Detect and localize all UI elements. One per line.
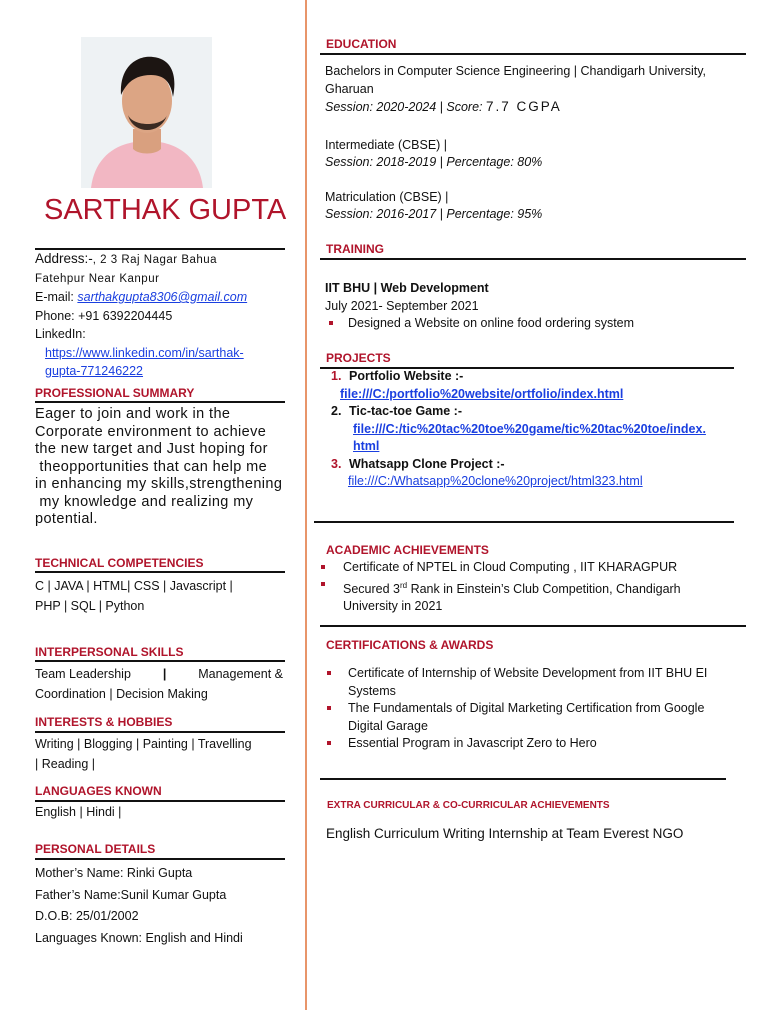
project-link[interactable]: file:///C:/tic%20tac%20toe%20game/tic%20tac%20toe/index.	[353, 421, 706, 436]
summary-line: Corporate environment to achieve	[35, 423, 267, 440]
project-link[interactable]: file:///C:/portfolio%20website/ortfolio/index.html	[340, 386, 624, 401]
technical-line-1: C | JAVA | HTML| CSS | Javascript |	[35, 579, 233, 593]
divider	[35, 731, 285, 733]
candidate-name: SARTHAK GUPTA	[44, 194, 287, 226]
bachelors-line-1: Bachelors in Computer Science Engineering | Chandigarh University,	[325, 64, 706, 78]
academic-item-2a: Secured 3	[343, 581, 400, 596]
personal-heading: PERSONAL DETAILS	[35, 842, 156, 856]
divider	[320, 778, 726, 780]
certifications-list	[348, 665, 748, 753]
summary-line: the new target and Just hoping for	[35, 441, 268, 457]
project-number: 1.	[331, 369, 342, 383]
project-title: Tic-tac-toe Game :-	[349, 404, 462, 418]
cert-item-2b: Digital Garage	[348, 718, 428, 733]
dob: D.O.B: 25/01/2002	[35, 909, 139, 923]
divider	[35, 660, 285, 662]
academic-item-2b: Rank in Einstein’s Club Competition, Chandigarh	[407, 581, 681, 596]
interests-heading: INTERESTS & HOBBIES	[35, 715, 173, 729]
matriculation-line: Matriculation (CBSE) |	[325, 189, 449, 204]
phone: Phone: +91 6392204445	[35, 308, 173, 323]
summary-text	[35, 406, 305, 529]
summary-heading: PROFESSIONAL SUMMARY	[35, 386, 195, 400]
cert-item-3: Essential Program in Javascript Zero to Hero	[348, 736, 597, 750]
divider	[320, 258, 746, 260]
technical-list	[35, 576, 233, 616]
cert-item-2a: The Fundamentals of Digital Marketing Certification from Google	[348, 701, 705, 715]
languages-line: English | Hindi |	[35, 805, 122, 819]
divider	[35, 800, 285, 802]
technical-heading: TECHNICAL COMPETENCIES	[35, 556, 204, 570]
summary-line: my knowledge and realizing my	[35, 493, 254, 510]
training-dates: July 2021- September 2021	[325, 298, 479, 313]
bachelors-score: 7.7 CGPA	[486, 99, 562, 114]
email-link[interactable]: sarthakgupta8306@gmail.com	[77, 290, 248, 304]
projects-list	[331, 368, 741, 491]
address-label: Address:-	[35, 251, 93, 266]
bullet-icon	[329, 321, 333, 325]
academic-item-2-sup: rd	[399, 580, 408, 590]
interests-list	[35, 735, 252, 774]
summary-line: theopportunities that can help me	[35, 458, 268, 475]
divider	[35, 401, 285, 403]
intermediate-line: Intermediate (CBSE) |	[325, 137, 448, 152]
personal-details	[35, 863, 243, 949]
bullet-icon	[327, 741, 331, 745]
cert-item-1a: Certificate of Internship of Website Development from IIT BHU EI	[348, 666, 708, 680]
academic-heading: ACADEMIC ACHIEVEMENTS	[326, 543, 489, 557]
projects-heading: PROJECTS	[326, 351, 391, 365]
academic-list	[343, 559, 743, 616]
training-bullet: Designed a Website on online food ordering system	[348, 316, 635, 330]
bullet-icon	[321, 582, 325, 586]
linkedin-link-line-1[interactable]: https://www.linkedin.com/in/sarthak-	[45, 345, 244, 360]
bullet-icon	[327, 671, 331, 675]
extra-line: English Curriculum Writing Internship at Team Everest NGO	[326, 826, 684, 841]
summary-line: Eager to join and work in the	[35, 406, 231, 422]
interpersonal-heading: INTERPERSONAL SKILLS	[35, 645, 184, 659]
bachelors-session: Session: 2020-2024 | Score:	[325, 100, 483, 114]
interests-line-2: | Reading |	[35, 756, 96, 771]
bachelors-line-2: Gharuan	[325, 81, 374, 96]
column-divider	[305, 0, 307, 1010]
linkedin-link-line-2[interactable]: gupta-771246222	[45, 364, 144, 378]
project-number: 3.	[331, 456, 342, 471]
address-line-2: Fatehpur Near Kanpur	[35, 272, 160, 285]
divider	[320, 625, 746, 627]
languages-heading: LANGUAGES KNOWN	[35, 784, 162, 798]
certifications-heading: CERTIFICATIONS & AWARDS	[326, 638, 494, 652]
project-title: Whatsapp Clone Project :-	[349, 456, 505, 471]
project-number: 2.	[331, 404, 342, 418]
father-name: Father’s Name:Sunil Kumar Gupta	[35, 887, 227, 902]
training-block	[325, 280, 745, 333]
bullet-icon	[321, 565, 325, 569]
mother-name: Mother’s Name: Rinki Gupta	[35, 866, 193, 880]
address-line-1: , 2 3 Raj Nagar Bahua	[92, 254, 218, 266]
summary-line: potential.	[35, 511, 98, 527]
project-title: Portfolio Website :-	[349, 369, 464, 383]
training-heading: TRAINING	[326, 242, 384, 256]
summary-line: in enhancing my skills,strengthening	[35, 476, 283, 492]
extra-heading: EXTRA CURRICULAR & CO-CURRICULAR ACHIEVEMENTS	[327, 800, 610, 811]
divider	[35, 571, 285, 573]
academic-item-2c: University in 2021	[343, 599, 443, 614]
education-list	[325, 63, 745, 224]
languages-known: Languages Known: English and Hindi	[35, 930, 243, 945]
divider	[320, 53, 746, 55]
education-heading: EDUCATION	[326, 37, 397, 51]
divider	[35, 858, 285, 860]
interests-line-1: Writing | Blogging | Painting | Travelling	[35, 737, 252, 751]
bullet-icon	[327, 706, 331, 710]
cert-item-1b: Systems	[348, 683, 396, 698]
linkedin-label: LinkedIn:	[35, 327, 86, 341]
profile-photo	[81, 37, 212, 188]
project-link-continued[interactable]: html	[353, 439, 380, 453]
divider	[314, 521, 734, 523]
email-label: E-mail:	[35, 290, 74, 304]
project-link[interactable]: file:///C:/Whatsapp%20clone%20project/html323.html	[348, 474, 643, 488]
interpersonal-line-1b: Management &	[198, 667, 283, 681]
separator: |	[162, 667, 167, 681]
academic-item-1: Certificate of NPTEL in Cloud Computing , IIT KHARAGPUR	[343, 560, 678, 574]
interpersonal-line-2: Coordination | Decision Making	[35, 686, 208, 701]
contact-block	[35, 250, 290, 381]
training-title: IIT BHU | Web Development	[325, 281, 489, 295]
matriculation-session: Session: 2016-2017 | Percentage: 95%	[325, 207, 543, 221]
technical-line-2: PHP | SQL | Python	[35, 599, 145, 613]
interpersonal-line-1a: Team Leadership	[35, 667, 131, 681]
interpersonal-list	[35, 665, 283, 704]
intermediate-session: Session: 2018-2019 | Percentage: 80%	[325, 155, 543, 169]
